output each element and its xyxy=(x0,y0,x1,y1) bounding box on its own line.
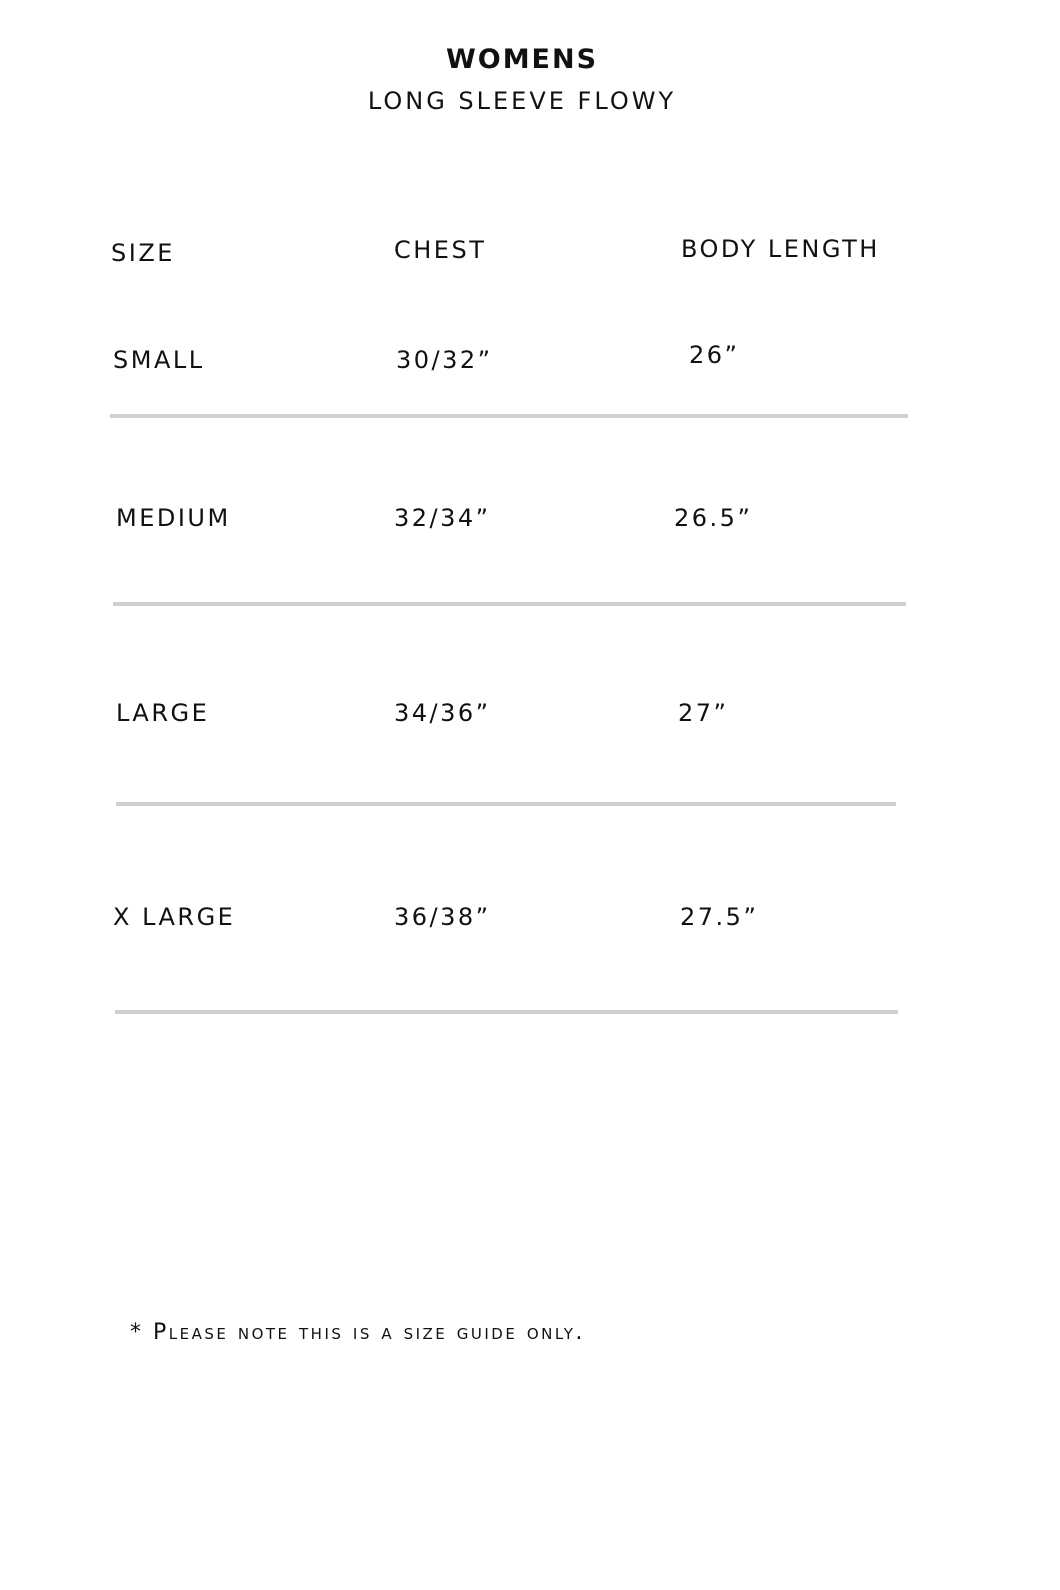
size-guide-note: * Please note this is a size guide only. xyxy=(130,1320,585,1345)
page-title: WOMENS xyxy=(445,44,599,75)
body-length-cell: 27” xyxy=(678,699,729,727)
column-header-size: SIZE xyxy=(111,239,175,267)
chest-cell: 36/38” xyxy=(394,903,491,931)
column-header-chest: CHEST xyxy=(394,236,487,264)
chest-cell: 32/34” xyxy=(394,504,491,532)
row-divider xyxy=(115,1010,898,1014)
body-length-cell: 27.5” xyxy=(680,903,759,931)
size-cell: X LARGE xyxy=(113,903,236,931)
body-length-cell: 26” xyxy=(689,341,740,369)
size-cell: SMALL xyxy=(113,346,205,374)
page-subtitle: LONG SLEEVE FLOWY xyxy=(367,87,677,115)
chest-cell: 34/36” xyxy=(394,699,491,727)
size-cell: MEDIUM xyxy=(116,504,231,532)
row-divider xyxy=(113,602,906,606)
column-header-body-length: BODY LENGTH xyxy=(681,235,880,263)
size-cell: LARGE xyxy=(116,699,210,727)
body-length-cell: 26.5” xyxy=(674,504,753,532)
row-divider xyxy=(116,802,896,806)
chest-cell: 30/32” xyxy=(396,346,493,374)
row-divider xyxy=(110,414,908,418)
